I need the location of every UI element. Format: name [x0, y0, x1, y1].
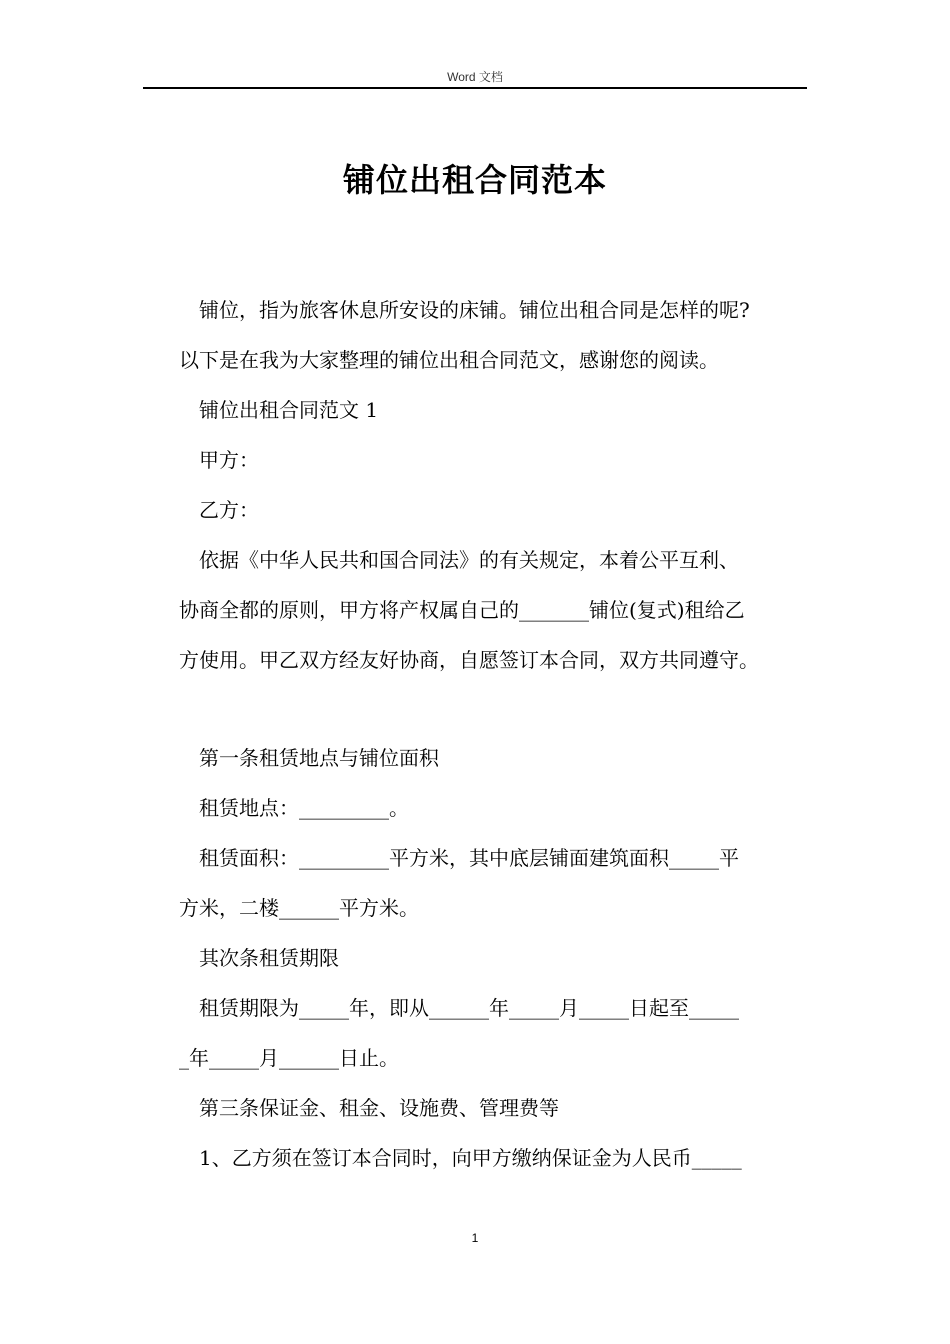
header-label: Word 文档: [447, 70, 503, 84]
paragraph-line: 方使用。甲乙双方经友好协商，自愿签订本合同，双方共同遵守。: [179, 648, 759, 672]
paragraph-line: 甲方：: [199, 448, 259, 472]
paragraph-line: 铺位出租合同范文 1: [199, 398, 379, 422]
paragraph-line: 租赁面积：_________平方米，其中底层铺面建筑面积_____平: [199, 846, 739, 870]
paragraph-line: 方米，二楼______平方米。: [179, 896, 419, 920]
paragraph-line: 租赁地点：_________。: [199, 796, 409, 820]
paragraph-line: _年_____月______日止。: [179, 1046, 399, 1070]
paragraph-line: 租赁期限为_____年，即从______年_____月_____日起至_____: [199, 996, 739, 1020]
header-rule: [143, 87, 807, 89]
section-heading: 第一条租赁地点与铺位面积: [199, 746, 439, 770]
paragraph-line: 乙方：: [199, 498, 259, 522]
paragraph-line: 以下是在我为大家整理的铺位出租合同范文，感谢您的阅读。: [179, 348, 719, 372]
document-title: 铺位出租合同范本: [342, 161, 607, 199]
paragraph-line: 依据《中华人民共和国合同法》的有关规定，本着公平互利、: [199, 548, 739, 572]
paragraph-line: 1、乙方须在签订本合同时，向甲方缴纳保证金为人民币_____: [199, 1146, 742, 1170]
page-number: 1: [471, 1231, 479, 1245]
section-heading: 第三条保证金、租金、设施费、管理费等: [199, 1096, 559, 1120]
paragraph-line: 协商全都的原则，甲方将产权属自己的_______铺位(复式)租给乙: [179, 598, 745, 622]
paragraph-line: 铺位，指为旅客休息所安设的床铺。铺位出租合同是怎样的呢?: [199, 298, 750, 322]
section-heading: 其次条租赁期限: [199, 946, 339, 970]
